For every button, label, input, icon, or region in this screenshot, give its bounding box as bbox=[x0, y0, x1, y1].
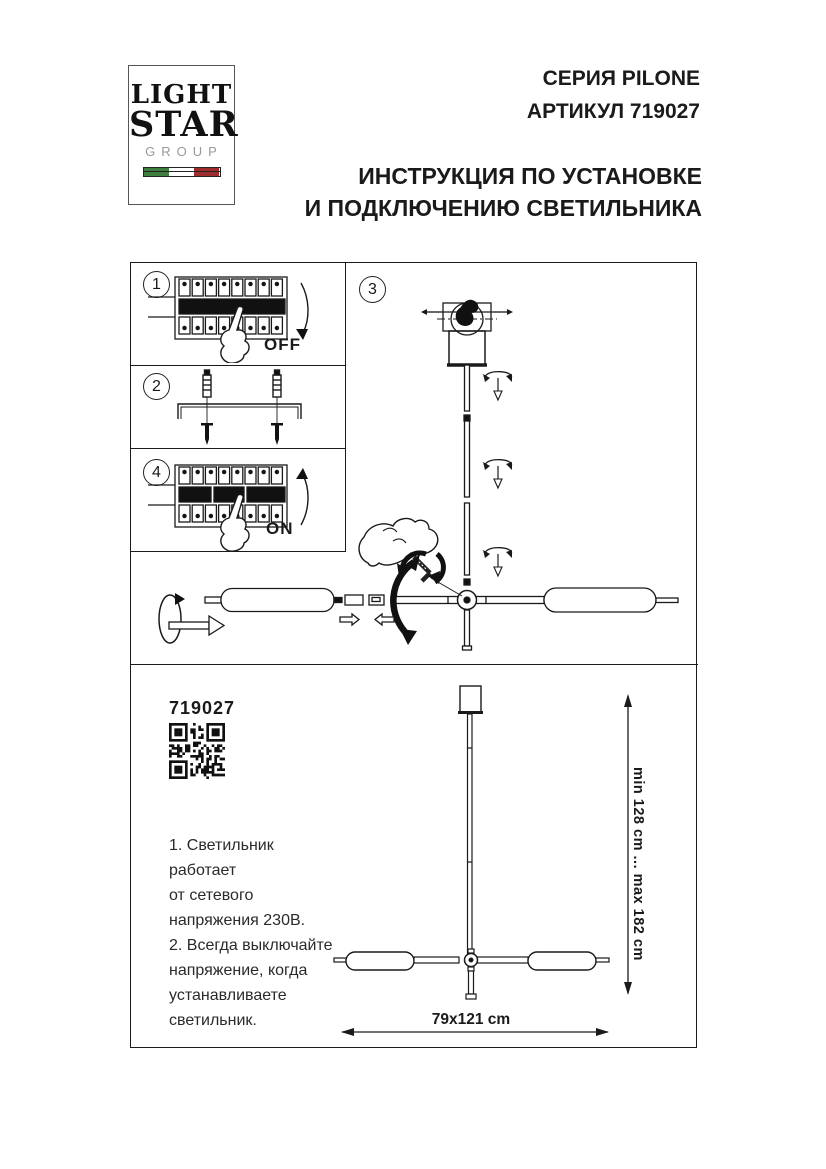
italy-flag-icon bbox=[143, 167, 221, 177]
height-range-label: min 128 cm ... max 182 cm bbox=[630, 767, 646, 961]
breaker-on-drawing bbox=[145, 455, 320, 551]
step-4-panel bbox=[131, 449, 346, 552]
mounting-bracket-drawing bbox=[151, 367, 326, 447]
shade-insert-strip bbox=[159, 589, 394, 644]
note-line: от сетевого bbox=[169, 887, 254, 904]
fixture-dimension-drawing bbox=[131, 665, 698, 1050]
pointing-hand-icon bbox=[221, 306, 249, 363]
article-title: АРТИКУЛ 719027 bbox=[526, 100, 700, 123]
step-2-digit: 2 bbox=[152, 377, 161, 395]
note-line: светильник. bbox=[169, 1012, 257, 1029]
ceiling-mount-detail bbox=[421, 300, 513, 365]
assembly-section bbox=[131, 263, 698, 664]
switch-down-arrow-icon bbox=[301, 283, 308, 333]
note-line: 2. Всегда выключайте bbox=[169, 937, 333, 954]
push-arrow-icon bbox=[169, 622, 209, 629]
note-line: напряжения 230В. bbox=[169, 912, 306, 929]
width-dimension-arrow bbox=[341, 1028, 609, 1036]
note-line: устанавливаете bbox=[169, 987, 287, 1004]
step-1-digit: 1 bbox=[152, 275, 161, 293]
switch-up-arrow-icon bbox=[301, 475, 308, 525]
step-2-panel bbox=[131, 366, 346, 449]
mounting-bracket-icon bbox=[178, 404, 301, 419]
instruction-line-2: И ПОДКЛЮЧЕНИЮ СВЕТИЛЬНИКА bbox=[304, 195, 702, 221]
instruction-title bbox=[305, 160, 702, 224]
width-depth-label: 79x121 cm bbox=[431, 1011, 511, 1028]
product-article: 719027 bbox=[169, 698, 236, 718]
steps-column bbox=[131, 263, 346, 552]
wall-anchor-icon bbox=[203, 370, 281, 397]
pointing-hand-icon bbox=[221, 494, 249, 551]
instruction-line-1: ИНСТРУКЦИЯ ПО УСТАНОВКЕ bbox=[358, 163, 702, 189]
flag-green-segment bbox=[144, 168, 169, 176]
step-3-digit: 3 bbox=[368, 280, 377, 298]
flag-red-segment bbox=[194, 168, 219, 176]
note-line: работает bbox=[169, 862, 237, 879]
off-label: OFF bbox=[264, 335, 301, 354]
hub-and-arms bbox=[391, 588, 678, 650]
step-1-panel bbox=[131, 263, 346, 366]
diagram-frame bbox=[130, 262, 697, 1048]
dimensions-section bbox=[131, 664, 698, 1049]
insert-arrow-right-icon bbox=[340, 614, 359, 625]
step-3-number bbox=[359, 276, 386, 303]
series-title: СЕРИЯ PILONE bbox=[542, 67, 700, 90]
lightstar-logo bbox=[128, 65, 239, 205]
logo-text-group: GROUP bbox=[145, 144, 223, 159]
title-block bbox=[527, 62, 700, 128]
logo-text-light: LIGHT bbox=[130, 80, 233, 110]
screw-rotation-icon-1 bbox=[483, 372, 512, 400]
screw-icon bbox=[201, 423, 283, 445]
screw-rotation-icon-2 bbox=[483, 460, 512, 488]
hand-with-hex-key bbox=[359, 519, 462, 596]
flag-white-segment bbox=[169, 168, 194, 176]
on-label: ON bbox=[266, 519, 294, 538]
screw-rotation-icon-3 bbox=[483, 548, 512, 576]
note-line: напряжение, когда bbox=[169, 962, 308, 979]
note-line: 1. Светильник bbox=[169, 837, 274, 854]
step-4-digit: 4 bbox=[152, 463, 161, 481]
logo-text-star: STAR bbox=[129, 104, 239, 145]
insert-arrow-left-icon bbox=[375, 614, 394, 625]
flag-divider-line bbox=[144, 171, 220, 172]
rod-segments bbox=[464, 365, 470, 585]
